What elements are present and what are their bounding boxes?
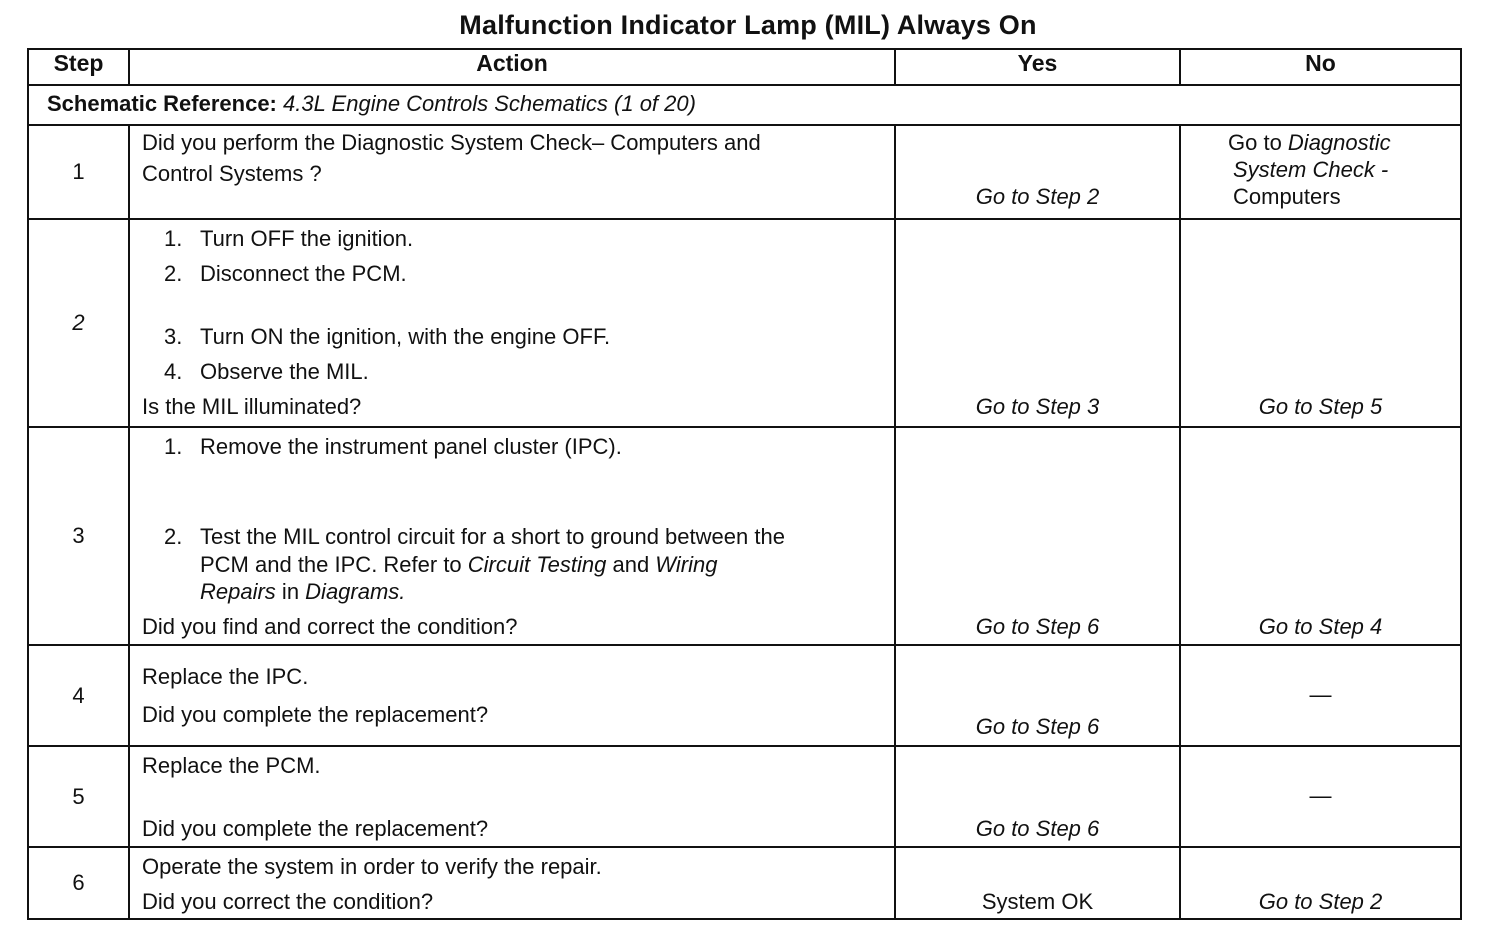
yes-cell bbox=[895, 219, 1180, 427]
no-result: Go to Step 4 bbox=[1258, 614, 1383, 639]
no-cell bbox=[1180, 645, 1461, 746]
action-question: Did you complete the replacement? bbox=[142, 816, 489, 841]
step-number: 4 bbox=[28, 645, 129, 746]
no-result: Go to Step 2 bbox=[1258, 889, 1383, 914]
no-cell bbox=[1180, 125, 1461, 219]
action-question: Is the MIL illuminated? bbox=[142, 394, 362, 419]
table-row bbox=[28, 645, 1461, 746]
step-number: 6 bbox=[28, 847, 129, 919]
yes-result: Go to Step 6 bbox=[975, 614, 1100, 639]
action-text: Operate the system in order to verify the repair. bbox=[142, 854, 602, 879]
yes-cell bbox=[895, 746, 1180, 847]
action-question: Did you find and correct the condition? bbox=[142, 614, 518, 639]
header-action: Action bbox=[129, 49, 895, 85]
yes-cell bbox=[895, 645, 1180, 746]
action-cell bbox=[129, 746, 895, 847]
action-list-item: 1. Turn OFF the ignition. bbox=[164, 226, 414, 251]
no-result-line: Computers bbox=[1233, 184, 1341, 209]
action-cell bbox=[129, 427, 895, 645]
table-row bbox=[28, 125, 1461, 219]
schematic-label: Schematic Reference: bbox=[47, 91, 277, 116]
step-number: 3 bbox=[28, 427, 129, 645]
action-text: Replace the IPC. bbox=[142, 664, 309, 689]
action-list-item-continued: PCM and the IPC. Refer to Circuit Testing and Wiring bbox=[200, 552, 718, 577]
yes-result: Go to Step 6 bbox=[975, 816, 1100, 841]
header-step: Step bbox=[28, 49, 129, 85]
yes-result: System OK bbox=[981, 889, 1094, 914]
no-result-line: Go to Diagnostic bbox=[1228, 130, 1391, 155]
action-text: Replace the PCM. bbox=[142, 753, 321, 778]
action-list-item: 1. Remove the instrument panel cluster (IPC). bbox=[164, 434, 622, 459]
action-list-item: 2. Disconnect the PCM. bbox=[164, 261, 407, 286]
action-text: Control Systems ? bbox=[142, 161, 322, 186]
action-list-item: 4. Observe the MIL. bbox=[164, 359, 369, 384]
yes-cell bbox=[895, 125, 1180, 219]
yes-result: Go to Step 3 bbox=[975, 394, 1100, 419]
action-question: Did you correct the condition? bbox=[142, 889, 434, 914]
action-cell bbox=[129, 847, 895, 919]
page-title: Malfunction Indicator Lamp (MIL) Always On bbox=[459, 10, 1037, 40]
no-cell bbox=[1180, 847, 1461, 919]
action-question: Did you complete the replacement? bbox=[142, 702, 489, 727]
action-cell bbox=[129, 125, 895, 219]
action-list-item: 3. Turn ON the ignition, with the engine OFF. bbox=[164, 324, 611, 349]
schematic-value: 4.3L Engine Controls Schematics (1 of 20) bbox=[283, 91, 696, 116]
diagnostic-table bbox=[27, 48, 1462, 920]
no-result-line: System Check - bbox=[1233, 157, 1389, 182]
yes-cell bbox=[895, 427, 1180, 645]
no-cell bbox=[1180, 219, 1461, 427]
no-cell bbox=[1180, 427, 1461, 645]
step-number: 2 bbox=[28, 219, 129, 427]
no-cell bbox=[1180, 746, 1461, 847]
schematic-reference bbox=[28, 85, 1461, 125]
table-row bbox=[28, 847, 1461, 919]
header-row bbox=[28, 49, 1461, 85]
schematic-row bbox=[28, 85, 1461, 125]
no-result: Go to Step 5 bbox=[1258, 394, 1383, 419]
no-result: — bbox=[1309, 682, 1332, 707]
action-list-item: 2. Test the MIL control circuit for a short to ground between the bbox=[164, 524, 785, 549]
header-no: No bbox=[1180, 49, 1461, 85]
step-number: 1 bbox=[28, 125, 129, 219]
table-row bbox=[28, 427, 1461, 645]
step-number: 5 bbox=[28, 746, 129, 847]
action-list-item-continued: Repairs in Diagrams. bbox=[200, 579, 406, 604]
table-row bbox=[28, 219, 1461, 427]
no-result: — bbox=[1309, 783, 1332, 808]
yes-result: Go to Step 2 bbox=[975, 184, 1100, 209]
table-row bbox=[28, 746, 1461, 847]
header-yes: Yes bbox=[895, 49, 1180, 85]
yes-result: Go to Step 6 bbox=[975, 714, 1100, 739]
yes-cell bbox=[895, 847, 1180, 919]
action-cell bbox=[129, 219, 895, 427]
action-cell bbox=[129, 645, 895, 746]
action-text: Did you perform the Diagnostic System Check– Computers and bbox=[142, 130, 761, 155]
